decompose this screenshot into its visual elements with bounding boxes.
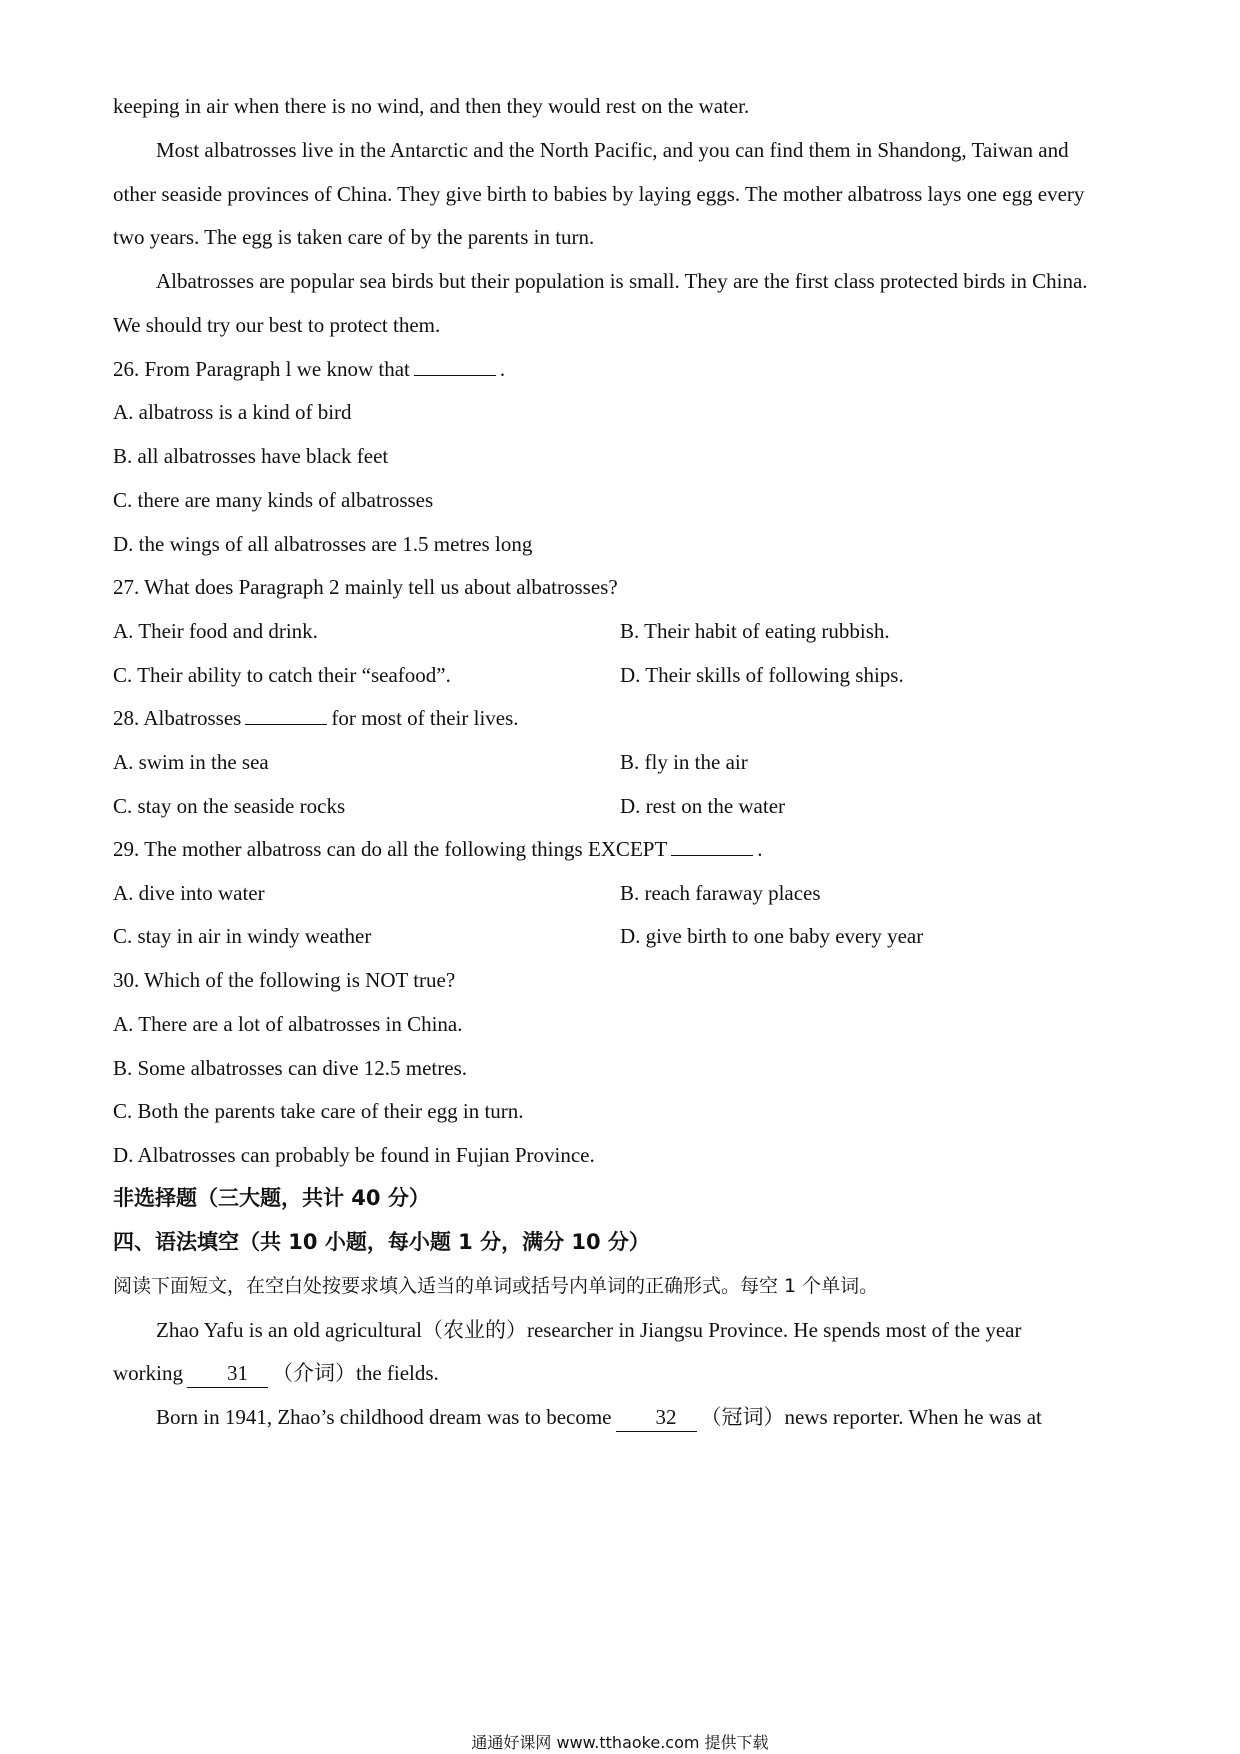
passage-line: Albatrosses are popular sea birds but their population is small. They are the first class protected birds in China. (156, 269, 1088, 293)
option: B. Some albatrosses can dive 12.5 metres. (113, 1056, 468, 1080)
answer-blank-31: 31 (187, 1359, 268, 1388)
option: D. the wings of all albatrosses are 1.5 metres long (113, 532, 533, 556)
option: B. Their habit of eating rubbish. (620, 619, 890, 643)
option: A. albatross is a kind of bird (113, 400, 352, 424)
option: B. all albatrosses have black feet (113, 444, 389, 468)
option: A. Their food and drink. (113, 619, 318, 643)
option: D. Their skills of following ships. (620, 663, 904, 687)
option: D. rest on the water (620, 794, 786, 818)
option: A. swim in the sea (113, 750, 269, 774)
question-26-stem: 26. From Paragraph l we know that . (113, 357, 506, 381)
page-footer: 通通好课网 www.tthaoke.com 提供下载 (471, 1733, 769, 1752)
answer-blank (414, 375, 496, 376)
option: D. Albatrosses can probably be found in Fujian Province. (113, 1143, 595, 1167)
answer-blank-32: 32 (616, 1403, 697, 1432)
instructions: 阅读下面短文，在空白处按要求填入适当的单词或括号内单词的正确形式。每空 1 个单词。 (113, 1275, 879, 1297)
grammar-line: working 31 （介词）the fields. (113, 1359, 1160, 1388)
option: A. There are a lot of albatrosses in China. (113, 1012, 463, 1036)
section-heading: 非选择题（三大题，共计 40 分） (113, 1186, 430, 1210)
passage-line: Most albatrosses live in the Antarctic and the North Pacific, and you can find them in Shandong, Taiwan and (156, 138, 1069, 162)
section-heading: 四、语法填空（共 10 小题，每小题 1 分，满分 10 分） (113, 1230, 650, 1254)
grammar-line: Zhao Yafu is an old agricultural（农业的）researcher in Jiangsu Province. He spends most of the year (156, 1318, 1022, 1342)
passage-line: We should try our best to protect them. (113, 313, 441, 337)
option: C. stay on the seaside rocks (113, 794, 346, 818)
passage-line: two years. The egg is taken care of by the parents in turn. (113, 225, 595, 249)
question-27-stem: 27. What does Paragraph 2 mainly tell us about albatrosses? (113, 575, 618, 599)
question-29-stem: 29. The mother albatross can do all the following things EXCEPT . (113, 837, 763, 861)
passage-line: other seaside provinces of China. They give birth to babies by laying eggs. The mother albatross lays one egg every (113, 182, 1085, 206)
question-30-stem: 30. Which of the following is NOT true? (113, 968, 456, 992)
option: D. give birth to one baby every year (620, 924, 924, 948)
option: B. reach faraway places (620, 881, 821, 905)
grammar-line: Born in 1941, Zhao’s childhood dream was to become 32 （冠词）news reporter. When he was at (156, 1403, 1160, 1432)
passage-line: keeping in air when there is no wind, and then they would rest on the water. (113, 94, 750, 118)
option: C. Their ability to catch their “seafood”. (113, 663, 451, 687)
answer-blank (671, 855, 753, 856)
question-28-stem: 28. Albatrosses for most of their lives. (113, 706, 519, 730)
option: C. Both the parents take care of their egg in turn. (113, 1099, 524, 1123)
option: A. dive into water (113, 881, 265, 905)
option: C. stay in air in windy weather (113, 924, 372, 948)
option: B. fly in the air (620, 750, 748, 774)
answer-blank (245, 724, 327, 725)
option: C. there are many kinds of albatrosses (113, 488, 434, 512)
